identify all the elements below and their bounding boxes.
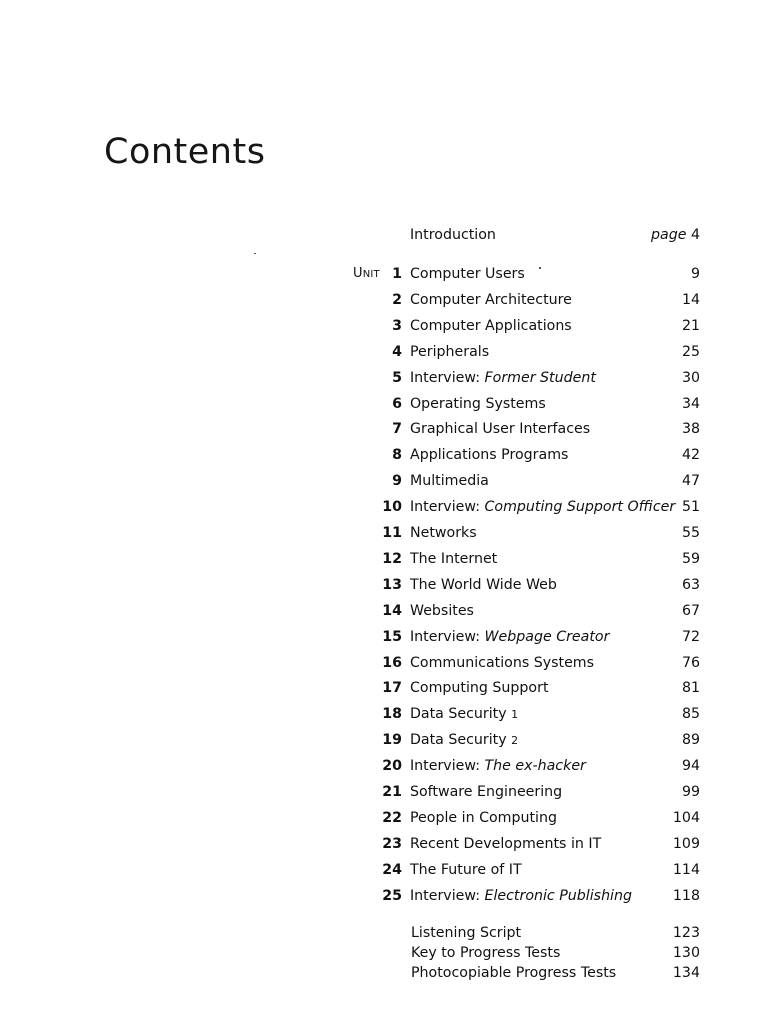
unit-title (410, 341, 489, 363)
unit-number: 9 (392, 473, 402, 490)
page-number: 25 (681, 343, 700, 360)
page-number: 85 (681, 706, 700, 723)
page-number: 30 (681, 369, 700, 386)
unit-title-text: Applications Programs (410, 447, 569, 464)
unit-title-text: Communications Systems (410, 654, 595, 671)
page-number: 59 (681, 550, 700, 567)
appendix-title: Key to Progress Tests (411, 944, 561, 961)
unit-number: 23 (382, 835, 402, 852)
unit-title-text: Data Security (410, 706, 512, 723)
unit-title-italic: Computing Support Officer (484, 499, 676, 516)
unit-title-text: Operating Systems (410, 395, 546, 412)
unit-title-italic: The ex-hacker (484, 758, 586, 775)
unit-title-text: Computer Applications (410, 317, 572, 334)
toc-unit-row (340, 289, 702, 311)
unit-title-italic: Electronic Publishing (484, 887, 632, 904)
unit-title (410, 367, 596, 389)
page-number: 81 (681, 680, 700, 697)
unit-title (410, 522, 477, 544)
unit-title (410, 703, 518, 726)
page-number: 9 (690, 266, 700, 282)
unit-title (410, 574, 557, 596)
toc-unit-row (340, 885, 702, 907)
unit-title-text: The Future of IT (410, 861, 522, 878)
toc-unit-row (340, 677, 702, 699)
toc-unit-row (340, 781, 702, 803)
unit-title-text: Computing Support (410, 680, 549, 697)
page-number: 21 (681, 317, 700, 334)
page-number: 4 (690, 227, 700, 243)
unit-title-text: Software Engineering (410, 784, 563, 800)
unit-number: 24 (382, 861, 402, 878)
toc-unit-row (340, 833, 702, 855)
toc-appendix-row (340, 942, 702, 964)
toc-intro-title: Introduction (410, 227, 496, 243)
unit-title-text: Interview: (410, 887, 485, 904)
toc-unit-row (340, 263, 702, 285)
unit-number: 22 (382, 809, 402, 826)
unit-label-rest: NIT (362, 269, 380, 280)
unit-title (410, 315, 572, 337)
unit-number: 3 (392, 317, 402, 334)
toc-unit-row (340, 393, 702, 415)
unit-title (410, 444, 568, 466)
unit-title-text: The World Wide Web (410, 576, 557, 593)
unit-title-text: Computer Architecture (410, 291, 572, 308)
toc-unit-row (340, 315, 702, 337)
toc-unit-row (340, 729, 702, 751)
toc-unit-row (340, 703, 702, 725)
toc-unit-row (340, 755, 702, 777)
page-word: page (651, 227, 687, 243)
unit-title (410, 600, 474, 622)
unit-title (410, 263, 525, 285)
toc-unit-row (340, 859, 702, 881)
unit-number: 5 (392, 369, 402, 386)
unit-number: 17 (382, 680, 402, 697)
page-number: 38 (681, 421, 700, 438)
page-number: 104 (672, 809, 700, 826)
page-number: 76 (681, 654, 700, 671)
unit-title (410, 677, 549, 699)
unit-title-text: People in Computing (410, 809, 557, 826)
page-number: 55 (681, 525, 700, 541)
toc-unit-row (340, 418, 702, 440)
unit-number: 1 (392, 266, 402, 282)
unit-title-text: Interview: (410, 628, 485, 645)
unit-title-suffix: 2 (511, 734, 519, 748)
unit-number: 15 (382, 628, 402, 645)
unit-title-text: Data Security (410, 732, 512, 749)
unit-number: 20 (382, 758, 402, 775)
unit-number: 14 (382, 602, 402, 619)
page-number: 42 (681, 447, 700, 464)
unit-title (410, 626, 609, 648)
toc-unit-row (340, 626, 702, 648)
page-number: 89 (681, 732, 700, 749)
toc-appendix-row (340, 962, 702, 984)
unit-title-italic: Former Student (484, 369, 596, 386)
page-number: 72 (681, 628, 700, 645)
unit-title-text: Networks (410, 525, 477, 541)
page-number: 123 (672, 925, 700, 941)
unit-title (410, 807, 557, 829)
unit-number: 2 (392, 291, 402, 308)
toc-unit-row (340, 444, 702, 466)
toc-unit-row (340, 496, 702, 518)
page-number: 51 (681, 499, 700, 516)
toc-unit-row (340, 807, 702, 829)
unit-title (410, 781, 562, 803)
toc-unit-row (340, 367, 702, 389)
toc-unit-row (340, 600, 702, 622)
unit-title (410, 652, 594, 674)
unit-title-text: Interview: (410, 369, 485, 386)
unit-title-text: Computer Users (410, 266, 525, 282)
unit-number: 16 (382, 654, 402, 671)
unit-title-suffix: 1 (511, 708, 519, 722)
unit-title-text: Interview: (410, 758, 485, 775)
unit-title (410, 885, 632, 907)
unit-title-text: Websites (410, 602, 474, 619)
unit-number: 11 (382, 525, 402, 541)
unit-title-text: The Internet (410, 550, 498, 567)
unit-title (410, 496, 675, 518)
toc-unit-row (340, 652, 702, 674)
unit-title-text: Interview: (410, 499, 485, 516)
unit-title (410, 755, 586, 777)
page-number: 109 (672, 835, 700, 852)
unit-number: 21 (382, 784, 402, 800)
appendix-title: Listening Script (411, 925, 522, 941)
unit-title (410, 418, 590, 440)
unit-title-text: Recent Developments in IT (410, 835, 602, 852)
unit-number: 19 (382, 732, 402, 749)
unit-title (410, 393, 546, 415)
page-number: 14 (681, 291, 700, 308)
toc-unit-row (340, 548, 702, 570)
page-title: Contents (104, 132, 266, 172)
unit-title (410, 833, 601, 855)
unit-number: 8 (392, 447, 402, 464)
toc-unit-row (340, 522, 702, 544)
unit-number: 10 (382, 499, 402, 516)
page-number: 99 (681, 784, 700, 800)
unit-title-text: Peripherals (410, 343, 490, 360)
toc-unit-row (340, 470, 702, 492)
toc-intro-page (651, 224, 700, 246)
page-number: 130 (672, 944, 700, 961)
unit-title-italic: Webpage Creator (484, 628, 610, 645)
unit-number: 13 (382, 576, 402, 593)
unit-title-text: Graphical User Interfaces (410, 421, 591, 438)
appendix-title: Photocopiable Progress Tests (411, 964, 617, 981)
toc-unit-row (340, 574, 702, 596)
unit-label-initial: U (353, 266, 363, 281)
unit-label (353, 263, 380, 286)
page-number: 114 (672, 861, 700, 878)
page-number: 118 (672, 887, 700, 904)
page-number: 63 (681, 576, 700, 593)
unit-title (410, 548, 497, 570)
page-number: 67 (681, 602, 700, 619)
unit-title (410, 289, 572, 311)
page-number: 94 (681, 758, 700, 775)
toc-intro-row (340, 224, 702, 246)
page-number: 47 (681, 473, 700, 490)
unit-title-text: Multimedia (410, 473, 489, 490)
page-number: 34 (681, 395, 700, 412)
scan-speck (254, 253, 256, 254)
unit-number: 7 (392, 421, 402, 438)
unit-number: 12 (382, 550, 402, 567)
unit-number: 25 (382, 887, 402, 904)
unit-title (410, 729, 518, 752)
unit-number: 4 (392, 343, 402, 360)
unit-title (410, 859, 522, 881)
page-number: 134 (672, 964, 700, 981)
toc-unit-row (340, 341, 702, 363)
unit-number: 6 (392, 395, 402, 412)
toc-appendix-row (340, 922, 702, 944)
unit-title (410, 470, 489, 492)
unit-number: 18 (382, 706, 402, 723)
